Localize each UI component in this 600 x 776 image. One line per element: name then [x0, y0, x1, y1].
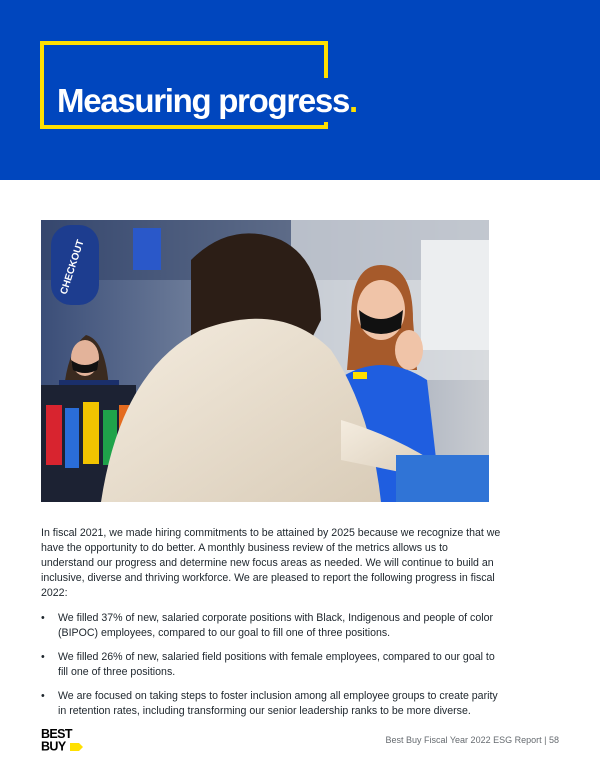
- footer-report-title: Best Buy Fiscal Year 2022 ESG Report: [385, 735, 542, 745]
- logo-line-1: BEST: [41, 727, 72, 741]
- footer-separator: |: [544, 735, 547, 745]
- intro-paragraph: In fiscal 2021, we made hiring commitments to be attained by 2025 because we recognize that we have the opportunity to do better. A monthly business review of the metrics allows us to understand our progress and determine new focus areas as needed. We will continue to build an inclusive, diverse and thriving workforce. We are pleased to report the following progress in fiscal 2022:: [41, 527, 501, 599]
- bullet-text: We are focused on taking steps to foster inclusion among all employee groups to create parity in retention rates, including transforming our senior leadership ranks to be more diverse.: [58, 690, 498, 717]
- logo-tag-icon: [70, 743, 83, 751]
- checkout-sign-text: CHECKOUT: [58, 238, 87, 296]
- page-title-text: Measuring progress: [57, 81, 350, 119]
- bullet-marker: •: [41, 690, 45, 702]
- bullet-marker: •: [41, 612, 45, 624]
- best-buy-logo: [41, 727, 85, 753]
- header-banner: [0, 0, 600, 180]
- page-number: 58: [548, 735, 559, 745]
- title-wrap: [57, 78, 363, 122]
- store-photo: [41, 220, 489, 502]
- bullet-text: We filled 26% of new, salaried field positions with female employees, compared to our goal to fill one of three positions.: [58, 651, 495, 678]
- list-item: [41, 650, 501, 680]
- list-item: [41, 611, 501, 641]
- page-footer: [386, 735, 559, 745]
- body-text: [41, 526, 501, 728]
- page-title-dot: .: [349, 81, 357, 119]
- bullet-text: We filled 37% of new, salaried corporate positions with Black, Indigenous and people of color (BIPOC) employees, compared to our goal to fill one of three positions.: [58, 612, 493, 639]
- list-item: [41, 689, 501, 719]
- store-photo-illustration: [41, 220, 489, 502]
- page-title: [57, 81, 357, 119]
- checkout-sign: [51, 225, 99, 305]
- logo-line-2: BUY: [41, 739, 66, 753]
- progress-list: [41, 611, 501, 719]
- bullet-marker: •: [41, 651, 45, 663]
